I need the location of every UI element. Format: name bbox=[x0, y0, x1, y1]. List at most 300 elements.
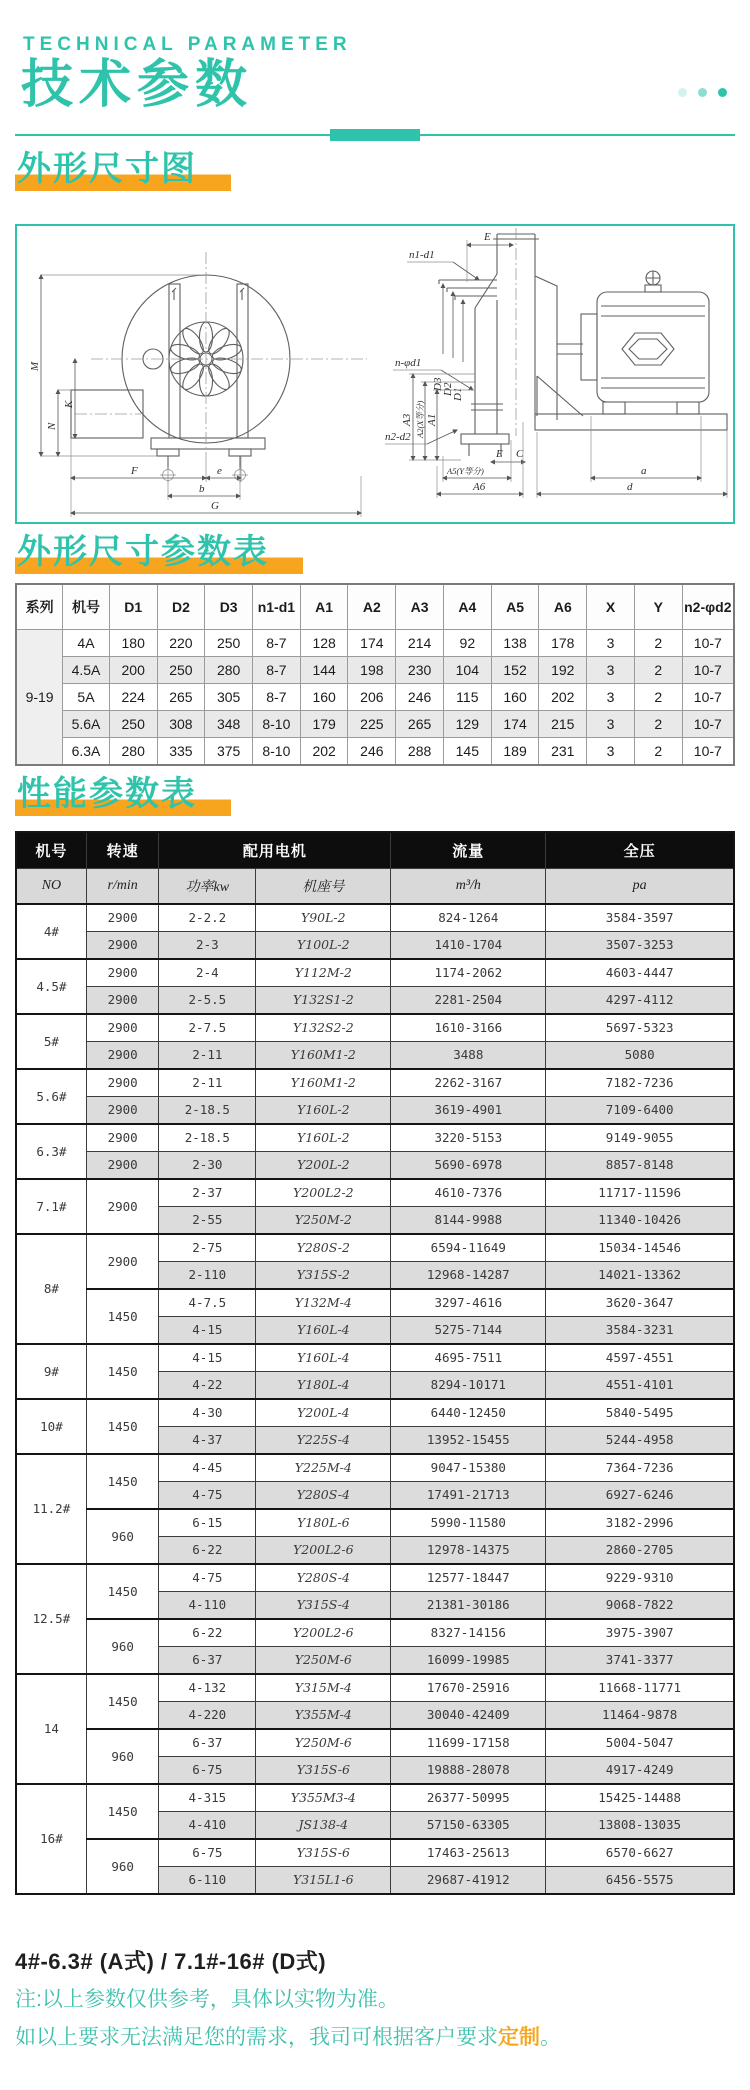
flow-cell: 3488 bbox=[391, 1041, 546, 1069]
dim-value-cell: 152 bbox=[491, 656, 539, 683]
power-cell: 6-110 bbox=[159, 1866, 256, 1894]
frame-cell: Y200L-4 bbox=[256, 1399, 391, 1427]
power-cell: 4-220 bbox=[159, 1701, 256, 1729]
dim-header-cell: A5 bbox=[491, 584, 539, 630]
frame-cell: Y132S1-2 bbox=[256, 986, 391, 1014]
note-line-2 bbox=[15, 2024, 735, 2052]
power-cell: 6-75 bbox=[159, 1756, 256, 1784]
power-cell: 4-15 bbox=[159, 1316, 256, 1344]
machine-no-cell: 4# bbox=[16, 904, 86, 959]
machine-size-cell: 6.3A bbox=[63, 737, 110, 765]
frame-cell: Y315S-2 bbox=[256, 1261, 391, 1289]
flow-cell: 30040-42409 bbox=[391, 1701, 546, 1729]
power-cell: 2-5.5 bbox=[159, 986, 256, 1014]
dim-value-cell: 128 bbox=[300, 629, 348, 656]
pressure-cell: 3584-3231 bbox=[546, 1316, 734, 1344]
power-cell: 4-410 bbox=[159, 1811, 256, 1839]
power-cell: 2-110 bbox=[159, 1261, 256, 1289]
pressure-cell: 14021-13362 bbox=[546, 1261, 734, 1289]
dim-value-cell: 8-7 bbox=[253, 656, 301, 683]
pressure-cell: 9229-9310 bbox=[546, 1564, 734, 1592]
dim-value-cell: 250 bbox=[205, 629, 253, 656]
dim-header-cell: Y bbox=[634, 584, 682, 630]
note-line-2-text: 如以上要求无法满足您的需求，我司可根据客户要求 bbox=[15, 2025, 498, 2049]
flow-cell: 11699-17158 bbox=[391, 1729, 546, 1757]
dim-label-n1-d1: n1-d1 bbox=[409, 248, 435, 261]
rpm-cell: 1450 bbox=[86, 1289, 159, 1344]
power-cell: 4-15 bbox=[159, 1344, 256, 1372]
flow-cell: 5990-11580 bbox=[391, 1509, 546, 1537]
perf-header-cell: 机号 bbox=[16, 832, 86, 869]
rpm-cell: 2900 bbox=[86, 959, 159, 987]
dim-value-cell: 3 bbox=[587, 737, 635, 765]
power-cell: 6-37 bbox=[159, 1646, 256, 1674]
rpm-cell: 1450 bbox=[86, 1784, 159, 1839]
dim-header-cell: n1-d1 bbox=[253, 584, 301, 630]
dim-value-cell: 2 bbox=[634, 737, 682, 765]
frame-cell: Y100L-2 bbox=[256, 931, 391, 959]
dim-value-cell: 2 bbox=[634, 629, 682, 656]
dim-value-cell: 265 bbox=[157, 683, 205, 710]
perf-header-cell: 转速 bbox=[86, 832, 159, 869]
pressure-cell: 3182-2996 bbox=[546, 1509, 734, 1537]
power-cell: 2-55 bbox=[159, 1206, 256, 1234]
perf-subheader-cell: NO bbox=[16, 868, 86, 904]
pressure-cell: 5004-5047 bbox=[546, 1729, 734, 1757]
machine-no-cell: 5# bbox=[16, 1014, 86, 1069]
pressure-cell: 5244-4958 bbox=[546, 1426, 734, 1454]
dim-value-cell: 224 bbox=[109, 683, 157, 710]
rpm-cell: 960 bbox=[86, 1729, 159, 1784]
power-cell: 2-7.5 bbox=[159, 1014, 256, 1042]
frame-cell: Y225M-4 bbox=[256, 1454, 391, 1482]
dim-value-cell: 206 bbox=[348, 683, 396, 710]
custom-highlight: 定制 bbox=[498, 2025, 540, 2049]
flow-cell: 17463-25613 bbox=[391, 1839, 546, 1867]
dim-label-a: a bbox=[641, 464, 647, 477]
power-cell: 4-22 bbox=[159, 1371, 256, 1399]
frame-cell: Y200L2-6 bbox=[256, 1536, 391, 1564]
flow-cell: 2281-2504 bbox=[391, 986, 546, 1014]
machine-no-cell: 8# bbox=[16, 1234, 86, 1344]
machine-size-cell: 4.5A bbox=[63, 656, 110, 683]
dim-label-b: b bbox=[199, 482, 205, 495]
fan-outline-drawing bbox=[17, 226, 733, 518]
frame-cell: Y90L-2 bbox=[256, 904, 391, 932]
flow-cell: 16099-19985 bbox=[391, 1646, 546, 1674]
dim-label-C: C bbox=[516, 447, 524, 460]
machine-no-cell: 10# bbox=[16, 1399, 86, 1454]
flow-cell: 8294-10171 bbox=[391, 1371, 546, 1399]
page-title: 技术参数 bbox=[21, 56, 254, 114]
power-cell: 2-4 bbox=[159, 959, 256, 987]
dim-value-cell: 179 bbox=[300, 710, 348, 737]
machine-no-cell: 5.6# bbox=[16, 1069, 86, 1124]
pressure-cell: 3741-3377 bbox=[546, 1646, 734, 1674]
frame-cell: Y180L-4 bbox=[256, 1371, 391, 1399]
dim-label-A2: A2(X等分) bbox=[415, 400, 425, 438]
frame-cell: Y355M-4 bbox=[256, 1701, 391, 1729]
dot-icon bbox=[718, 88, 727, 97]
power-cell: 2-3 bbox=[159, 931, 256, 959]
dot-icon bbox=[678, 88, 687, 97]
flow-cell: 2262-3167 bbox=[391, 1069, 546, 1097]
frame-cell: Y280S-2 bbox=[256, 1234, 391, 1262]
power-cell: 2-75 bbox=[159, 1234, 256, 1262]
pressure-cell: 15425-14488 bbox=[546, 1784, 734, 1812]
power-cell: 4-315 bbox=[159, 1784, 256, 1812]
dim-value-cell: 3 bbox=[587, 656, 635, 683]
note-line-2-period: 。 bbox=[540, 2025, 561, 2049]
dim-value-cell: 3 bbox=[587, 683, 635, 710]
dim-value-cell: 3 bbox=[587, 710, 635, 737]
rpm-cell: 1450 bbox=[86, 1564, 159, 1619]
dim-label-n2-d2: n2-d2 bbox=[385, 430, 411, 443]
rpm-cell: 2900 bbox=[86, 904, 159, 932]
rpm-cell: 960 bbox=[86, 1619, 159, 1674]
divider-center-bar bbox=[330, 129, 420, 141]
dim-value-cell: 230 bbox=[396, 656, 444, 683]
pressure-cell: 7109-6400 bbox=[546, 1096, 734, 1124]
flow-cell: 824-1264 bbox=[391, 904, 546, 932]
dim-value-cell: 145 bbox=[443, 737, 491, 765]
dim-value-cell: 8-10 bbox=[253, 710, 301, 737]
power-cell: 6-22 bbox=[159, 1619, 256, 1647]
flow-cell: 1610-3166 bbox=[391, 1014, 546, 1042]
flow-cell: 57150-63305 bbox=[391, 1811, 546, 1839]
power-cell: 2-30 bbox=[159, 1151, 256, 1179]
flow-cell: 6594-11649 bbox=[391, 1234, 546, 1262]
dim-value-cell: 214 bbox=[396, 629, 444, 656]
frame-cell: Y315S-6 bbox=[256, 1756, 391, 1784]
frame-cell: Y315M-4 bbox=[256, 1674, 391, 1702]
pressure-cell: 4597-4551 bbox=[546, 1344, 734, 1372]
dim-label-e: e bbox=[217, 464, 222, 477]
frame-cell: Y112M-2 bbox=[256, 959, 391, 987]
dim-header-cell: A1 bbox=[300, 584, 348, 630]
machine-no-cell: 7.1# bbox=[16, 1179, 86, 1234]
rpm-cell: 1450 bbox=[86, 1454, 159, 1509]
dim-value-cell: 8-7 bbox=[253, 683, 301, 710]
dim-value-cell: 2 bbox=[634, 656, 682, 683]
flow-cell: 4695-7511 bbox=[391, 1344, 546, 1372]
section-title-performance-table: 性能参数表 bbox=[15, 766, 735, 815]
dim-label-K: K bbox=[63, 400, 75, 408]
dim-value-cell: 115 bbox=[443, 683, 491, 710]
dim-value-cell: 280 bbox=[109, 737, 157, 765]
pressure-cell: 5080 bbox=[546, 1041, 734, 1069]
machine-no-cell: 11.2# bbox=[16, 1454, 86, 1564]
dim-value-cell: 225 bbox=[348, 710, 396, 737]
frame-cell: Y200L2-2 bbox=[256, 1179, 391, 1207]
pressure-cell: 2860-2705 bbox=[546, 1536, 734, 1564]
power-cell: 4-110 bbox=[159, 1591, 256, 1619]
pressure-cell: 3620-3647 bbox=[546, 1289, 734, 1317]
model-type-note: 4#-6.3# (A式) / 7.1#-16# (D式) bbox=[15, 1948, 327, 1974]
pressure-cell: 7182-7236 bbox=[546, 1069, 734, 1097]
frame-cell: Y180L-6 bbox=[256, 1509, 391, 1537]
dim-label-M: M bbox=[29, 361, 41, 371]
pressure-cell: 11668-11771 bbox=[546, 1674, 734, 1702]
flow-cell: 12968-14287 bbox=[391, 1261, 546, 1289]
power-cell: 4-75 bbox=[159, 1564, 256, 1592]
power-cell: 2-2.2 bbox=[159, 904, 256, 932]
flow-cell: 29687-41912 bbox=[391, 1866, 546, 1894]
power-cell: 6-75 bbox=[159, 1839, 256, 1867]
flow-cell: 5690-6978 bbox=[391, 1151, 546, 1179]
dim-value-cell: 220 bbox=[157, 629, 205, 656]
frame-cell: Y132S2-2 bbox=[256, 1014, 391, 1042]
flow-cell: 17670-25916 bbox=[391, 1674, 546, 1702]
pressure-cell: 3507-3253 bbox=[546, 931, 734, 959]
performance-table bbox=[15, 831, 735, 1895]
dim-label-D2: D2 bbox=[442, 382, 454, 396]
dim-value-cell: 231 bbox=[539, 737, 587, 765]
frame-cell: Y160L-4 bbox=[256, 1316, 391, 1344]
dim-label-n-d1: n-φd1 bbox=[395, 356, 422, 369]
rpm-cell: 2900 bbox=[86, 1096, 159, 1124]
dim-label-A3: A3 bbox=[401, 413, 413, 426]
rpm-cell: 1450 bbox=[86, 1344, 159, 1399]
flow-cell: 1410-1704 bbox=[391, 931, 546, 959]
section-title-dimension-table: 外形尺寸参数表 bbox=[15, 524, 735, 573]
pressure-cell: 6927-6246 bbox=[546, 1481, 734, 1509]
pressure-cell: 4551-4101 bbox=[546, 1371, 734, 1399]
rpm-cell: 2900 bbox=[86, 1151, 159, 1179]
flow-cell: 26377-50995 bbox=[391, 1784, 546, 1812]
perf-subheader-cell: r/min bbox=[86, 868, 159, 904]
frame-cell: Y315L1-6 bbox=[256, 1866, 391, 1894]
frame-cell: Y160L-4 bbox=[256, 1344, 391, 1372]
flow-cell: 21381-30186 bbox=[391, 1591, 546, 1619]
dimension-drawing-panel bbox=[15, 224, 735, 524]
pressure-cell: 6456-5575 bbox=[546, 1866, 734, 1894]
power-cell: 4-75 bbox=[159, 1481, 256, 1509]
dim-label-A6: A6 bbox=[473, 480, 486, 493]
flow-cell: 12978-14375 bbox=[391, 1536, 546, 1564]
dim-value-cell: 250 bbox=[109, 710, 157, 737]
pressure-cell: 5697-5323 bbox=[546, 1014, 734, 1042]
dim-label-G: G bbox=[211, 499, 219, 512]
dim-value-cell: 180 bbox=[109, 629, 157, 656]
rpm-cell: 1450 bbox=[86, 1674, 159, 1729]
rpm-cell: 960 bbox=[86, 1509, 159, 1564]
flow-cell: 3619-4901 bbox=[391, 1096, 546, 1124]
side-view bbox=[385, 228, 727, 498]
machine-no-cell: 9# bbox=[16, 1344, 86, 1399]
dim-header-cell: D2 bbox=[157, 584, 205, 630]
dim-value-cell: 246 bbox=[396, 683, 444, 710]
front-view bbox=[29, 252, 367, 517]
dim-label-A5: A5(Y等分) bbox=[447, 465, 484, 476]
dim-label-E-base: E bbox=[496, 447, 503, 460]
dim-value-cell: 198 bbox=[348, 656, 396, 683]
power-cell: 4-45 bbox=[159, 1454, 256, 1482]
dim-value-cell: 138 bbox=[491, 629, 539, 656]
frame-cell: Y355M3-4 bbox=[256, 1784, 391, 1812]
flow-cell: 9047-15380 bbox=[391, 1454, 546, 1482]
dim-label-E-top: E bbox=[484, 230, 491, 243]
frame-cell: Y200L2-6 bbox=[256, 1619, 391, 1647]
pressure-cell: 5840-5495 bbox=[546, 1399, 734, 1427]
page-header bbox=[15, 0, 735, 141]
pressure-cell: 15034-14546 bbox=[546, 1234, 734, 1262]
perf-subheader-cell: 机座号 bbox=[256, 868, 391, 904]
dim-value-cell: 2 bbox=[634, 683, 682, 710]
dim-value-cell: 104 bbox=[443, 656, 491, 683]
frame-cell: JS138-4 bbox=[256, 1811, 391, 1839]
frame-cell: Y280S-4 bbox=[256, 1564, 391, 1592]
pressure-cell: 3975-3907 bbox=[546, 1619, 734, 1647]
dim-header-cell: D1 bbox=[109, 584, 157, 630]
machine-no-cell: 6.3# bbox=[16, 1124, 86, 1179]
section-title-dimension-drawing: 外形尺寸图 bbox=[15, 141, 735, 190]
pressure-cell: 7364-7236 bbox=[546, 1454, 734, 1482]
dim-value-cell: 8-7 bbox=[253, 629, 301, 656]
rpm-cell: 2900 bbox=[86, 1014, 159, 1042]
pressure-cell: 4603-4447 bbox=[546, 959, 734, 987]
dim-value-cell: 10-7 bbox=[682, 683, 734, 710]
machine-no-cell: 16# bbox=[16, 1784, 86, 1894]
dim-value-cell: 178 bbox=[539, 629, 587, 656]
dim-header-cell: n2-φd2 bbox=[682, 584, 734, 630]
dim-header-cell: A6 bbox=[539, 584, 587, 630]
dim-header-cell: 系列 bbox=[16, 584, 63, 630]
dim-header-cell: D3 bbox=[205, 584, 253, 630]
frame-cell: Y250M-6 bbox=[256, 1729, 391, 1757]
rpm-cell: 2900 bbox=[86, 1041, 159, 1069]
dim-label-D3: D3 bbox=[432, 377, 444, 391]
frame-cell: Y315S-6 bbox=[256, 1839, 391, 1867]
dim-value-cell: 308 bbox=[157, 710, 205, 737]
dim-value-cell: 144 bbox=[300, 656, 348, 683]
flow-cell: 3220-5153 bbox=[391, 1124, 546, 1152]
dim-value-cell: 92 bbox=[443, 629, 491, 656]
dim-value-cell: 10-7 bbox=[682, 710, 734, 737]
dim-value-cell: 2 bbox=[634, 710, 682, 737]
dim-value-cell: 202 bbox=[539, 683, 587, 710]
dim-value-cell: 160 bbox=[300, 683, 348, 710]
flow-cell: 8144-9988 bbox=[391, 1206, 546, 1234]
dim-header-cell: A2 bbox=[348, 584, 396, 630]
pressure-cell: 6570-6627 bbox=[546, 1839, 734, 1867]
rpm-cell: 2900 bbox=[86, 1179, 159, 1234]
frame-cell: Y250M-6 bbox=[256, 1646, 391, 1674]
power-cell: 6-22 bbox=[159, 1536, 256, 1564]
power-cell: 2-11 bbox=[159, 1069, 256, 1097]
dim-value-cell: 174 bbox=[491, 710, 539, 737]
power-cell: 2-18.5 bbox=[159, 1096, 256, 1124]
perf-header-cell: 配用电机 bbox=[159, 832, 391, 869]
dot-icon bbox=[698, 88, 707, 97]
rpm-cell: 1450 bbox=[86, 1399, 159, 1454]
dim-value-cell: 200 bbox=[109, 656, 157, 683]
machine-size-cell: 5.6A bbox=[63, 710, 110, 737]
flow-cell: 13952-15455 bbox=[391, 1426, 546, 1454]
flow-cell: 6440-12450 bbox=[391, 1399, 546, 1427]
dim-value-cell: 192 bbox=[539, 656, 587, 683]
dim-header-cell: X bbox=[587, 584, 635, 630]
perf-header-cell: 流量 bbox=[391, 832, 546, 869]
dim-value-cell: 129 bbox=[443, 710, 491, 737]
rpm-cell: 2900 bbox=[86, 986, 159, 1014]
frame-cell: Y160M1-2 bbox=[256, 1041, 391, 1069]
dim-value-cell: 10-7 bbox=[682, 656, 734, 683]
power-cell: 2-11 bbox=[159, 1041, 256, 1069]
pressure-cell: 3584-3597 bbox=[546, 904, 734, 932]
pressure-cell: 8857-8148 bbox=[546, 1151, 734, 1179]
rpm-cell: 2900 bbox=[86, 1124, 159, 1152]
flow-cell: 12577-18447 bbox=[391, 1564, 546, 1592]
dim-value-cell: 246 bbox=[348, 737, 396, 765]
frame-cell: Y160L-2 bbox=[256, 1124, 391, 1152]
machine-no-cell: 14 bbox=[16, 1674, 86, 1784]
dim-label-d: d bbox=[627, 480, 633, 493]
pressure-cell: 9149-9055 bbox=[546, 1124, 734, 1152]
perf-header-cell: 全压 bbox=[546, 832, 734, 869]
frame-cell: Y250M-2 bbox=[256, 1206, 391, 1234]
perf-subheader-cell: pa bbox=[546, 868, 734, 904]
dim-value-cell: 10-7 bbox=[682, 737, 734, 765]
frame-cell: Y160L-2 bbox=[256, 1096, 391, 1124]
machine-size-cell: 4A bbox=[63, 629, 110, 656]
power-cell: 2-37 bbox=[159, 1179, 256, 1207]
rpm-cell: 960 bbox=[86, 1839, 159, 1894]
flow-cell: 19888-28078 bbox=[391, 1756, 546, 1784]
flow-cell: 17491-21713 bbox=[391, 1481, 546, 1509]
pressure-cell: 11340-10426 bbox=[546, 1206, 734, 1234]
dim-value-cell: 215 bbox=[539, 710, 587, 737]
pressure-cell: 13808-13035 bbox=[546, 1811, 734, 1839]
eyebrow-title: TECHNICAL PARAMETER bbox=[23, 34, 352, 55]
dim-value-cell: 8-10 bbox=[253, 737, 301, 765]
dim-header-cell: 机号 bbox=[63, 584, 110, 630]
dim-value-cell: 280 bbox=[205, 656, 253, 683]
dim-label-D1: D1 bbox=[452, 387, 464, 401]
flow-cell: 5275-7144 bbox=[391, 1316, 546, 1344]
power-cell: 4-30 bbox=[159, 1399, 256, 1427]
dim-value-cell: 10-7 bbox=[682, 629, 734, 656]
dim-value-cell: 189 bbox=[491, 737, 539, 765]
flow-cell: 4610-7376 bbox=[391, 1179, 546, 1207]
power-cell: 4-7.5 bbox=[159, 1289, 256, 1317]
dimension-table bbox=[15, 583, 735, 766]
flow-cell: 1174-2062 bbox=[391, 959, 546, 987]
power-cell: 6-37 bbox=[159, 1729, 256, 1757]
note-line-1: 注:以上参数仅供参考，具体以实物为准。 bbox=[15, 1987, 399, 2011]
machine-no-cell: 4.5# bbox=[16, 959, 86, 1014]
dim-label-N: N bbox=[46, 422, 58, 430]
dim-header-cell: A3 bbox=[396, 584, 444, 630]
dim-value-cell: 305 bbox=[205, 683, 253, 710]
dim-value-cell: 288 bbox=[396, 737, 444, 765]
dim-value-cell: 348 bbox=[205, 710, 253, 737]
pressure-cell: 11464-9878 bbox=[546, 1701, 734, 1729]
perf-subheader-cell: m³/h bbox=[391, 868, 546, 904]
series-cell: 9-19 bbox=[16, 629, 63, 765]
power-cell: 2-18.5 bbox=[159, 1124, 256, 1152]
header-divider bbox=[15, 129, 735, 141]
dim-label-A1: A1 bbox=[426, 413, 438, 426]
flow-cell: 8327-14156 bbox=[391, 1619, 546, 1647]
frame-cell: Y280S-4 bbox=[256, 1481, 391, 1509]
dim-value-cell: 375 bbox=[205, 737, 253, 765]
pressure-cell: 11717-11596 bbox=[546, 1179, 734, 1207]
dim-value-cell: 160 bbox=[491, 683, 539, 710]
rpm-cell: 2900 bbox=[86, 931, 159, 959]
dim-header-cell: A4 bbox=[443, 584, 491, 630]
dim-value-cell: 265 bbox=[396, 710, 444, 737]
